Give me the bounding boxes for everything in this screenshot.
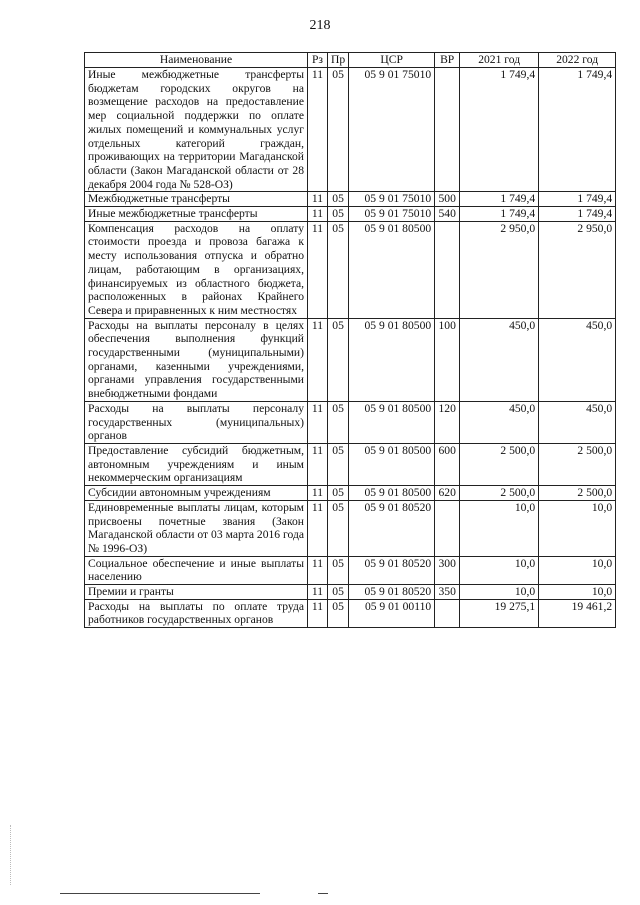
cell-name: Субсидии автономным учреждениям [85, 486, 308, 501]
footer-rule [60, 893, 260, 894]
table-row [85, 192, 616, 207]
cell-2022: 10,0 [539, 500, 616, 556]
cell-csr: 05 9 01 80520 [349, 585, 435, 600]
cell-rz: 11 [308, 585, 328, 600]
cell-name: Предоставление субсидий бюджетным, автономным учреждениям и иным некоммерческим организациям [85, 443, 308, 485]
cell-2022: 10,0 [539, 556, 616, 584]
cell-vr [435, 599, 460, 627]
cell-pr: 05 [328, 500, 349, 556]
cell-name: Расходы на выплаты по оплате труда работников государственных органов [85, 599, 308, 627]
cell-pr: 05 [328, 401, 349, 443]
cell-pr: 05 [328, 68, 349, 192]
cell-name: Межбюджетные трансферты [85, 192, 308, 207]
cell-vr: 120 [435, 401, 460, 443]
cell-pr: 05 [328, 486, 349, 501]
table-row [85, 585, 616, 600]
cell-name: Иные межбюджетные трансферты бюджетам городских округов на возмещение расходов на предоставление мер социальной поддержки по оплате жилых помещений и коммунальных услуг отдельных категорий граждан, проживающих на территории Магаданской области (Закон Магаданской области от 28 декабря 2004 года № 528-ОЗ) [85, 68, 308, 192]
header-csr: ЦСР [349, 53, 435, 68]
cell-name: Расходы на выплаты персоналу в целях обеспечения выполнения функций государственными (муниципальными) органами, казенными учреждениями, органами управления государственными внебюджетными фондами [85, 318, 308, 401]
cell-csr: 05 9 01 75010 [349, 207, 435, 222]
table-row [85, 556, 616, 584]
table-row [85, 207, 616, 222]
cell-2021: 450,0 [460, 401, 539, 443]
cell-rz: 11 [308, 207, 328, 222]
cell-name: Компенсация расходов на оплату стоимости проезда и провоза багажа к месту использования отпуска и обратно лицам, работающим в организациях, финансируемых из областного бюджета, расположенных в районах Крайнего Севера и приравненных к ним местностях [85, 221, 308, 318]
cell-2022: 10,0 [539, 585, 616, 600]
table-row [85, 68, 616, 192]
table-row [85, 443, 616, 485]
cell-name: Расходы на выплаты персоналу государственных (муниципальных) органов [85, 401, 308, 443]
cell-2021: 1 749,4 [460, 68, 539, 192]
table-row [85, 486, 616, 501]
cell-name: Иные межбюджетные трансферты [85, 207, 308, 222]
cell-rz: 11 [308, 500, 328, 556]
cell-pr: 05 [328, 318, 349, 401]
cell-name: Социальное обеспечение и иные выплаты населению [85, 556, 308, 584]
cell-2022: 1 749,4 [539, 192, 616, 207]
cell-2021: 19 275,1 [460, 599, 539, 627]
cell-2021: 10,0 [460, 500, 539, 556]
cell-2022: 1 749,4 [539, 68, 616, 192]
cell-csr: 05 9 01 75010 [349, 192, 435, 207]
cell-2021: 1 749,4 [460, 192, 539, 207]
cell-2022: 450,0 [539, 401, 616, 443]
table-row [85, 401, 616, 443]
cell-2022: 2 950,0 [539, 221, 616, 318]
header-2022: 2022 год [539, 53, 616, 68]
cell-vr: 100 [435, 318, 460, 401]
cell-2021: 1 749,4 [460, 207, 539, 222]
cell-vr [435, 68, 460, 192]
table-header-row [85, 53, 616, 68]
cell-name: Премии и гранты [85, 585, 308, 600]
header-pr: Пр [328, 53, 349, 68]
cell-rz: 11 [308, 443, 328, 485]
header-vr: ВР [435, 53, 460, 68]
cell-vr: 350 [435, 585, 460, 600]
cell-rz: 11 [308, 486, 328, 501]
cell-2022: 2 500,0 [539, 486, 616, 501]
table-row [85, 221, 616, 318]
cell-2021: 2 950,0 [460, 221, 539, 318]
cell-rz: 11 [308, 192, 328, 207]
cell-csr: 05 9 01 80520 [349, 556, 435, 584]
table-row [85, 500, 616, 556]
cell-rz: 11 [308, 599, 328, 627]
table-body [85, 68, 616, 628]
cell-rz: 11 [308, 556, 328, 584]
page-number: 218 [309, 18, 331, 33]
cell-rz: 11 [308, 318, 328, 401]
header-2021: 2021 год [460, 53, 539, 68]
cell-vr: 600 [435, 443, 460, 485]
cell-pr: 05 [328, 192, 349, 207]
cell-2021: 2 500,0 [460, 486, 539, 501]
cell-vr [435, 500, 460, 556]
cell-csr: 05 9 01 80500 [349, 486, 435, 501]
header-rz: Рз [308, 53, 328, 68]
cell-rz: 11 [308, 401, 328, 443]
cell-2022: 450,0 [539, 318, 616, 401]
cell-name: Единовременные выплаты лицам, которым присвоены почетные звания (Закон Магаданской области от 03 марта 2016 года № 1996-ОЗ) [85, 500, 308, 556]
header-name: Наименование [85, 53, 308, 68]
table-row [85, 318, 616, 401]
cell-pr: 05 [328, 221, 349, 318]
cell-pr: 05 [328, 556, 349, 584]
cell-2021: 450,0 [460, 318, 539, 401]
cell-vr: 620 [435, 486, 460, 501]
cell-2022: 2 500,0 [539, 443, 616, 485]
cell-2021: 10,0 [460, 556, 539, 584]
cell-csr: 05 9 01 80500 [349, 443, 435, 485]
cell-pr: 05 [328, 585, 349, 600]
cell-pr: 05 [328, 207, 349, 222]
cell-csr: 05 9 01 80500 [349, 221, 435, 318]
cell-pr: 05 [328, 443, 349, 485]
cell-csr: 05 9 01 80500 [349, 401, 435, 443]
cell-2021: 10,0 [460, 585, 539, 600]
margin-mark [10, 825, 12, 885]
cell-vr: 300 [435, 556, 460, 584]
cell-csr: 05 9 01 80500 [349, 318, 435, 401]
cell-csr: 05 9 01 80520 [349, 500, 435, 556]
cell-vr [435, 221, 460, 318]
cell-2021: 2 500,0 [460, 443, 539, 485]
cell-2022: 1 749,4 [539, 207, 616, 222]
cell-vr: 540 [435, 207, 460, 222]
budget-table [84, 52, 616, 628]
cell-rz: 11 [308, 68, 328, 192]
cell-rz: 11 [308, 221, 328, 318]
cell-csr: 05 9 01 00110 [349, 599, 435, 627]
cell-csr: 05 9 01 75010 [349, 68, 435, 192]
cell-vr: 500 [435, 192, 460, 207]
table-row [85, 599, 616, 627]
footer-mark [318, 893, 328, 894]
cell-2022: 19 461,2 [539, 599, 616, 627]
cell-pr: 05 [328, 599, 349, 627]
